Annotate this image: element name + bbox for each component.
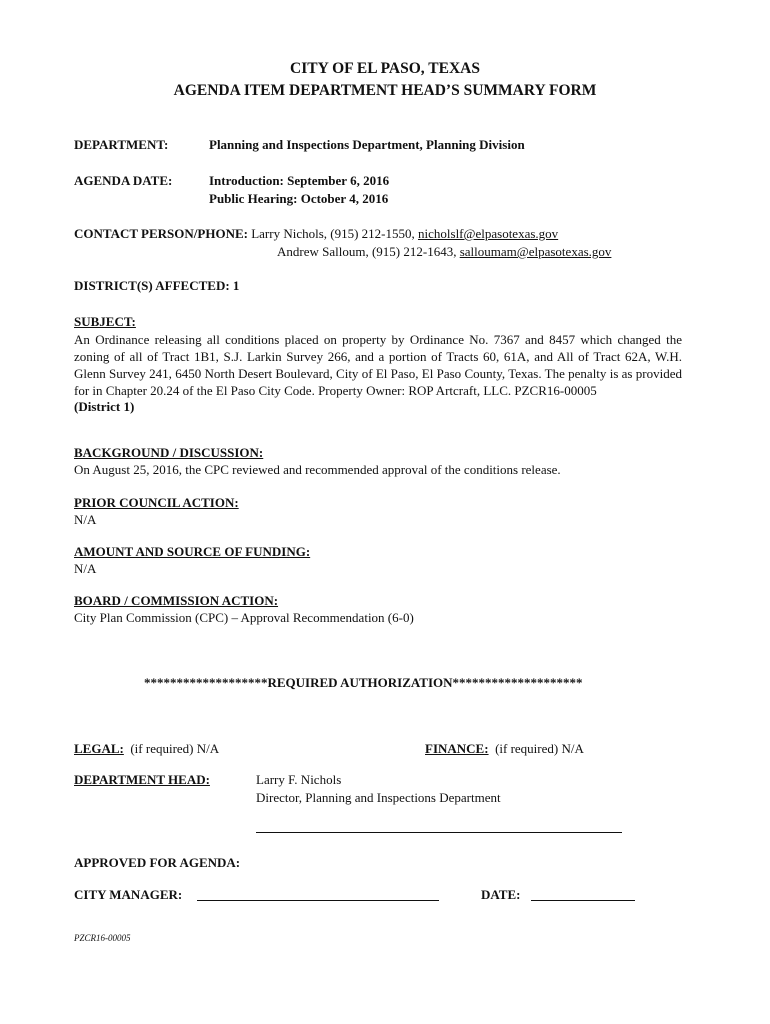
contact-person-2: Andrew Salloum, (915) 212-1643, [277, 244, 460, 259]
legal-value: (if required) N/A [130, 741, 220, 756]
contact-line-1 [74, 226, 558, 242]
footer-case-code: PZCR16-00005 [74, 933, 131, 943]
department-label: DEPARTMENT: [74, 137, 169, 152]
prior-council-heading: PRIOR COUNCIL ACTION: [74, 495, 239, 510]
date-label: DATE: [481, 887, 521, 902]
funding-heading: AMOUNT AND SOURCE OF FUNDING: [74, 544, 311, 559]
legal-line [74, 741, 219, 757]
contact-label: CONTACT PERSON/PHONE: [74, 226, 248, 241]
contact-email-2-link[interactable]: salloumam@elpasotexas.gov [459, 244, 612, 259]
subject-body: An Ordinance releasing all conditions placed on property by Ordinance No. 7367 and 8457 which changed the zoning of all of Tract 1B1, S.J. Larkin Survey 266, and a portion of Tracts 60, 61A, and All of Tract 62A, W.H. Glenn Survey 241, 6450 North Desert Boulevard, City of El Paso, El Paso County, Texas. The penalty is as provided for in Chapter 20.24 of the El Paso City Code. Property Owner: ROP Artcraft, LLC. PZCR16-00005 [74, 332, 682, 398]
prior-council-body: N/A [74, 512, 97, 527]
finance-value: (if required) N/A [495, 741, 584, 756]
subject-district-note: (District 1) [74, 399, 135, 414]
city-manager-signature-line[interactable] [197, 889, 439, 901]
background-heading: BACKGROUND / DISCUSSION: [74, 445, 264, 460]
board-heading: BOARD / COMMISSION ACTION: [74, 593, 279, 608]
department-head-name: Larry F. Nichols [256, 772, 342, 787]
department-head-title: Director, Planning and Inspections Department [256, 790, 501, 805]
contact-person-1: Larry Nichols, (915) 212-1550, [251, 226, 419, 241]
form-title-city: CITY OF EL PASO, TEXAS [290, 60, 480, 77]
funding-body: N/A [74, 561, 97, 576]
background-body: On August 25, 2016, the CPC reviewed and recommended approval of the conditions release. [74, 462, 561, 477]
date-signature-line[interactable] [531, 889, 635, 901]
required-authorization-banner: *******************REQUIRED AUTHORIZATION******************** [144, 675, 583, 690]
department-head-label: DEPARTMENT HEAD: [74, 772, 210, 787]
finance-label: FINANCE: [425, 741, 489, 756]
agenda-date-introduction: Introduction: September 6, 2016 [209, 173, 390, 188]
board-body: City Plan Commission (CPC) – Approval Recommendation (6-0) [74, 610, 414, 625]
city-manager-label: CITY MANAGER: [74, 887, 183, 902]
approved-for-agenda-label: APPROVED FOR AGENDA: [74, 855, 241, 870]
subject-heading: SUBJECT: [74, 314, 136, 329]
agenda-date-public-hearing: Public Hearing: October 4, 2016 [209, 191, 389, 206]
contact-email-1-link[interactable]: nicholslf@elpasotexas.gov [418, 226, 559, 241]
contact-line-2 [277, 244, 611, 260]
finance-line [425, 741, 584, 757]
department-head-signature-line[interactable] [256, 822, 622, 833]
agenda-date-label: AGENDA DATE: [74, 173, 173, 188]
department-value: Planning and Inspections Department, Planning Division [209, 137, 525, 152]
districts-affected: DISTRICT(S) AFFECTED: 1 [74, 278, 240, 293]
form-title-summary: AGENDA ITEM DEPARTMENT HEAD’S SUMMARY FORM [173, 82, 597, 99]
legal-label: LEGAL: [74, 741, 124, 756]
